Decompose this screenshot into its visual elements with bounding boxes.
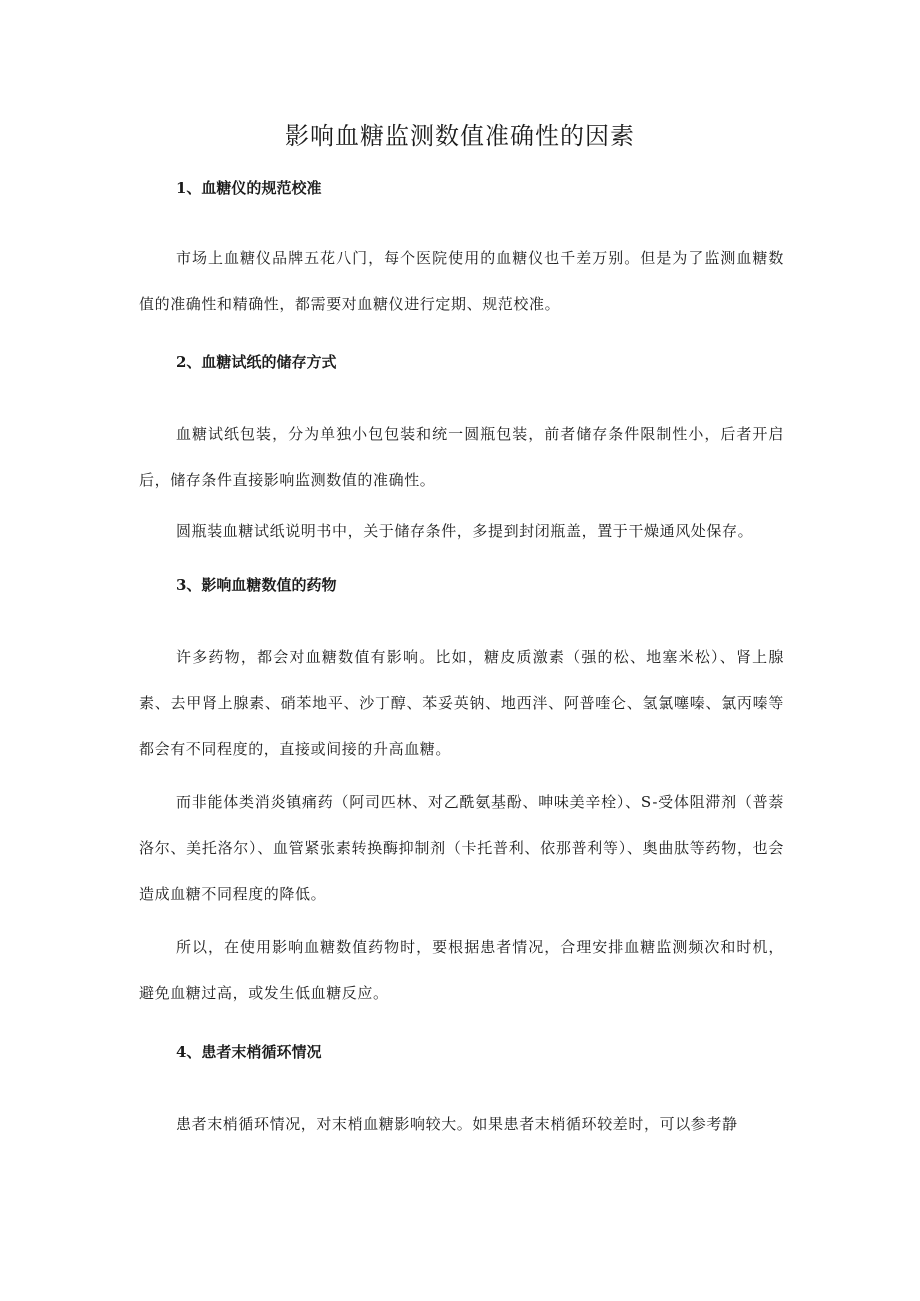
- section-1-paragraph-1: 市场上血糖仪品牌五花八门，每个医院使用的血糖仪也千差万别。但是为了监测血糖数值的准确性和精确性，都需要对血糖仪进行定期、规范校准。: [139, 249, 784, 313]
- section-2-paragraph-1: 血糖试纸包装，分为单独小包包装和统一圆瓶包装，前者储存条件限制性小，后者开启后，储存条件直接影响监测数值的准确性。: [139, 425, 784, 489]
- section-2-paragraph-2: 圆瓶装血糖试纸说明书中，关于储存条件，多提到封闭瓶盖，置于干燥通风处保存。: [176, 522, 754, 540]
- section-3-paragraph-1: 许多药物，都会对血糖数值有影响。比如，糖皮质激素（强的松、地塞米松）、肾上腺素、去甲肾上腺素、硝苯地平、沙丁醇、苯妥英钠、地西泮、阿普喹仑、氢氯噻嗪、氯丙嗪等都会有不同程度的，直接或间接的升高血糖。: [139, 648, 784, 758]
- section-heading-4: 4、患者末梢循环情况: [176, 1043, 322, 1061]
- section-3-paragraph-3: 所以，在使用影响血糖数值药物时，要根据患者情况，合理安排血糖监测频次和时机，避免血糖过高，或发生低血糖反应。: [139, 938, 784, 1002]
- section-heading-1: 1、血糖仪的规范校准: [176, 179, 322, 197]
- section-heading-3: 3、影响血糖数值的药物: [176, 576, 337, 594]
- document-title: 影响血糖监测数值准确性的因素: [285, 122, 635, 150]
- section-3-paragraph-2: 而非能体类消炎镇痛药（阿司匹林、对乙酰氨基酚、呻味美辛栓）、S-受体阻滞剂（普萘洛尔、美托洛尔）、血管紧张素转换酶抑制剂（卡托普利、依那普利等）、奥曲肽等药物，也会造成血糖不同程度的降低。: [139, 793, 784, 903]
- section-heading-2: 2、血糖试纸的储存方式: [176, 353, 337, 371]
- section-4-paragraph-1: 患者末梢循环情况，对末梢血糖影响较大。如果患者末梢循环较差时，可以参考静: [176, 1115, 738, 1133]
